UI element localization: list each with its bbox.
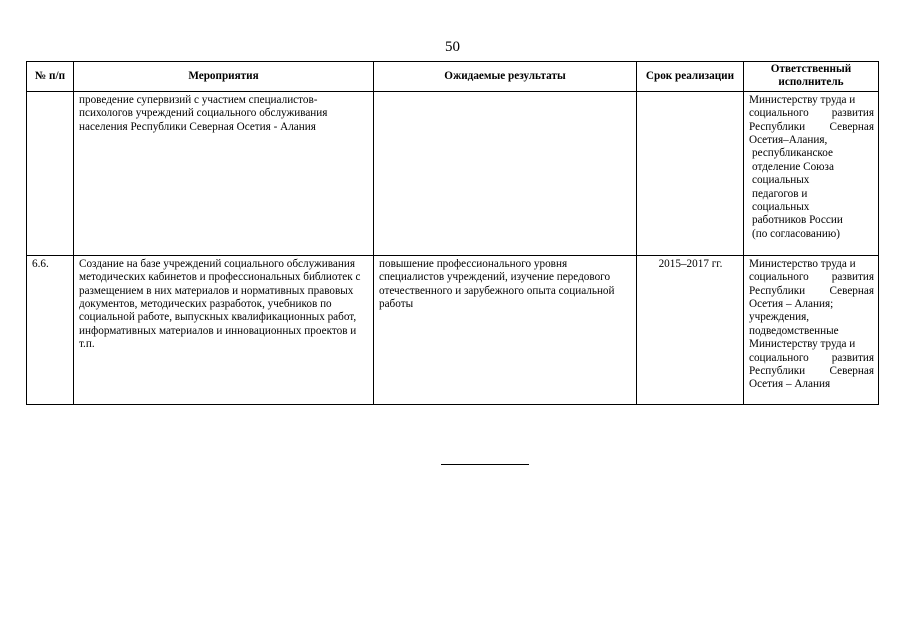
executor-line: Осетия–Алания,	[749, 134, 828, 147]
executor-line: Республики Северная	[749, 365, 874, 378]
executor-line: социального развития	[749, 351, 874, 364]
row-term: 2015–2017 гг.	[637, 255, 744, 404]
table-row	[27, 91, 879, 255]
executor-line: Республики Северная	[749, 120, 874, 133]
page-number: 50	[445, 39, 460, 55]
row-event: Создание на базе учреждений социального обслуживания методических кабинетов и профессиональных библиотек с размещением в них материалов и нормативных правовых документов, методических разработок, учебников по социальной работе, выпускных квалификационных работ, информативных материалов и инновационных проектов и т.п.	[74, 255, 374, 404]
executor-line: Республики Северная	[749, 284, 874, 297]
row-executor	[744, 91, 879, 255]
executor-line: (по согласованию)	[752, 227, 840, 240]
executor-line: Осетия – Алания;	[749, 298, 834, 311]
header-expected-results: Ожидаемые результаты	[374, 62, 637, 92]
header-executor: Ответственный исполнитель	[744, 62, 879, 92]
header-number: № п/п	[27, 62, 74, 92]
row-results	[374, 91, 637, 255]
row-number: 6.6.	[27, 255, 74, 404]
row-number	[27, 91, 74, 255]
row-term	[637, 91, 744, 255]
table-header-row	[27, 62, 879, 92]
action-plan-table	[26, 61, 879, 405]
table-row	[27, 255, 879, 404]
row-executor	[744, 255, 879, 404]
row-results: повышение профессионального уровня специалистов учреждений, изучение передового отечественного и зарубежного опыта социальной работы	[374, 255, 637, 404]
executor-line: социального развития	[749, 271, 874, 284]
executor-line: социальных	[752, 174, 810, 187]
executor-line: Министерство труда и	[749, 257, 856, 270]
executor-line: учреждения,	[749, 311, 810, 324]
header-term: Срок реализации	[637, 62, 744, 92]
executor-line: республиканское	[752, 147, 833, 160]
header-events: Мероприятия	[74, 62, 374, 92]
executor-line: подведомственные	[749, 324, 839, 337]
closing-rule	[441, 464, 529, 465]
executor-line: отделение Союза	[752, 160, 834, 173]
executor-line: работников России	[752, 214, 843, 227]
executor-line: Министерству труда и	[749, 93, 856, 106]
executor-line: Осетия – Алания	[749, 378, 831, 391]
executor-line: социальных	[752, 201, 810, 214]
executor-line: педагогов и	[752, 187, 808, 200]
executor-line: Министерству труда и	[749, 338, 856, 351]
row-event: проведение супервизий с участием специалистов-психологов учреждений социального обслуживания населения Республики Северная Осетия - Алания	[74, 91, 374, 255]
executor-line: социального развития	[749, 107, 874, 120]
